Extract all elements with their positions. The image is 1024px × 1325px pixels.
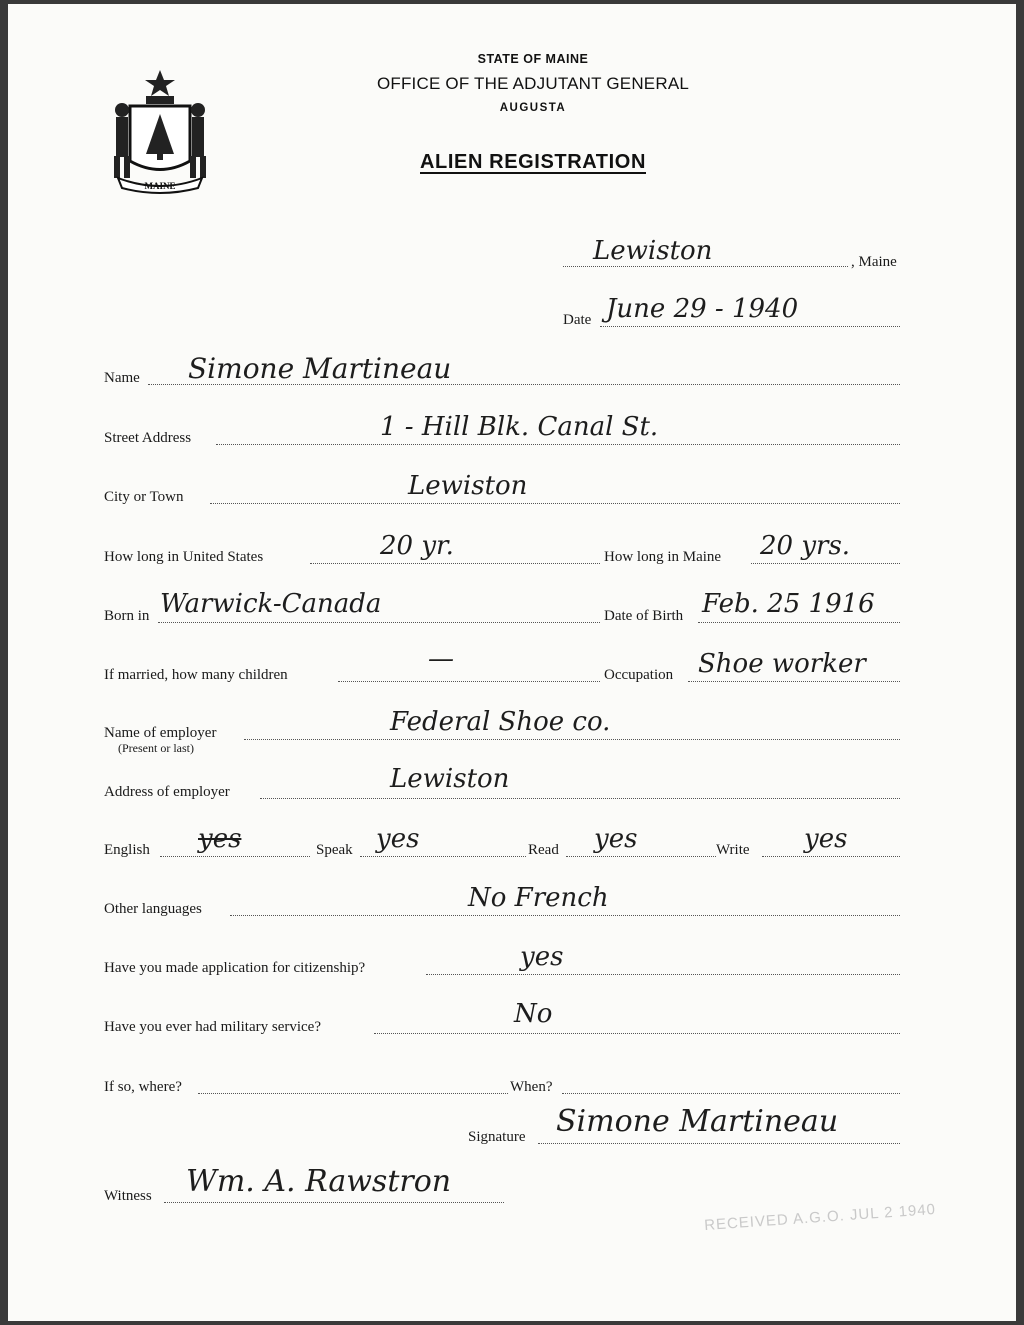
occupation-value[interactable]: Shoe worker (698, 649, 866, 679)
occupation-line (688, 681, 900, 682)
name-label: Name (104, 370, 140, 386)
employer-value[interactable]: Federal Shoe co. (390, 707, 611, 737)
speak-line (360, 856, 526, 857)
received-stamp: RECEIVED A.G.O. JUL 2 1940 (703, 1200, 937, 1235)
citizenship-value[interactable]: yes (520, 942, 564, 972)
citizenship-label: Have you made application for citizenship? (104, 960, 366, 976)
witness-label: Witness (104, 1188, 152, 1204)
how-long-us-value[interactable]: 20 yr. (380, 531, 454, 561)
write-value[interactable]: yes (804, 824, 848, 854)
place-value[interactable]: Lewiston (593, 236, 713, 266)
date-of-birth-value[interactable]: Feb. 25 1916 (702, 589, 875, 619)
city-line (210, 503, 900, 504)
children-line (338, 681, 600, 682)
city-heading: AUGUSTA (499, 102, 567, 114)
witness-value[interactable]: Wm. A. Rawstron (186, 1164, 452, 1199)
speak-label: Speak (316, 842, 353, 858)
born-in-value[interactable]: Warwick-Canada (160, 589, 382, 619)
state-heading: STATE OF MAINE (477, 52, 589, 66)
how-long-maine-label: How long in Maine (604, 549, 722, 565)
date-of-birth-line (698, 622, 900, 623)
employer-line (244, 739, 900, 740)
how-long-maine-value[interactable]: 20 yrs. (760, 531, 851, 561)
signature-value[interactable]: Simone Martineau (556, 1104, 839, 1139)
signature-line (538, 1143, 900, 1144)
street-address-line (216, 444, 900, 445)
children-value[interactable]: — (428, 644, 454, 674)
english-value[interactable]: yes (198, 824, 242, 854)
svg-text:MAINE: MAINE (144, 181, 176, 191)
form-title: ALIEN REGISTRATION (420, 151, 646, 173)
born-in-line (158, 622, 600, 623)
registration-form-page (8, 4, 1016, 1321)
office-heading: OFFICE OF THE ADJUTANT GENERAL (376, 74, 690, 93)
military-value[interactable]: No (514, 999, 553, 1029)
employer-address-value[interactable]: Lewiston (390, 764, 510, 794)
street-address-value[interactable]: 1 - Hill Blk. Canal St. (380, 412, 659, 442)
signature-label: Signature (468, 1129, 526, 1145)
read-line (566, 856, 716, 857)
how-long-us-line (310, 563, 600, 564)
city-label: City or Town (104, 489, 184, 505)
employer-sublabel: (Present or last) (118, 741, 194, 755)
employer-address-label: Address of employer (104, 784, 230, 800)
where-label: If so, where? (104, 1079, 182, 1095)
write-line (762, 856, 900, 857)
name-value[interactable]: Simone Martineau (188, 352, 452, 385)
maine-state-seal (100, 66, 220, 196)
employer-address-line (260, 798, 900, 799)
when-line (562, 1093, 900, 1094)
write-label: Write (716, 842, 750, 858)
date-of-birth-label: Date of Birth (604, 608, 684, 624)
employer-label: Name of employer (104, 725, 217, 741)
military-label: Have you ever had military service? (104, 1019, 321, 1035)
occupation-label: Occupation (604, 667, 674, 683)
place-line (563, 266, 848, 267)
english-label: English (104, 842, 150, 858)
how-long-maine-line (751, 563, 900, 564)
english-line (160, 856, 310, 857)
where-line (198, 1093, 508, 1094)
date-line (600, 326, 900, 327)
street-address-label: Street Address (104, 430, 192, 446)
speak-value[interactable]: yes (376, 824, 420, 854)
born-in-label: Born in (104, 608, 150, 624)
city-value[interactable]: Lewiston (408, 471, 528, 501)
children-label: If married, how many children (104, 667, 288, 683)
citizenship-line (426, 974, 900, 975)
date-value[interactable]: June 29 - 1940 (606, 294, 799, 324)
how-long-us-label: How long in United States (104, 549, 264, 565)
read-label: Read (528, 842, 559, 858)
other-languages-label: Other languages (104, 901, 202, 917)
military-line (374, 1033, 900, 1034)
read-value[interactable]: yes (594, 824, 638, 854)
when-label: When? (510, 1079, 553, 1095)
date-label: Date (563, 312, 592, 328)
witness-line (164, 1202, 504, 1203)
other-languages-value[interactable]: No French (468, 883, 609, 913)
other-languages-line (230, 915, 900, 916)
place-suffix: , Maine (851, 254, 897, 270)
